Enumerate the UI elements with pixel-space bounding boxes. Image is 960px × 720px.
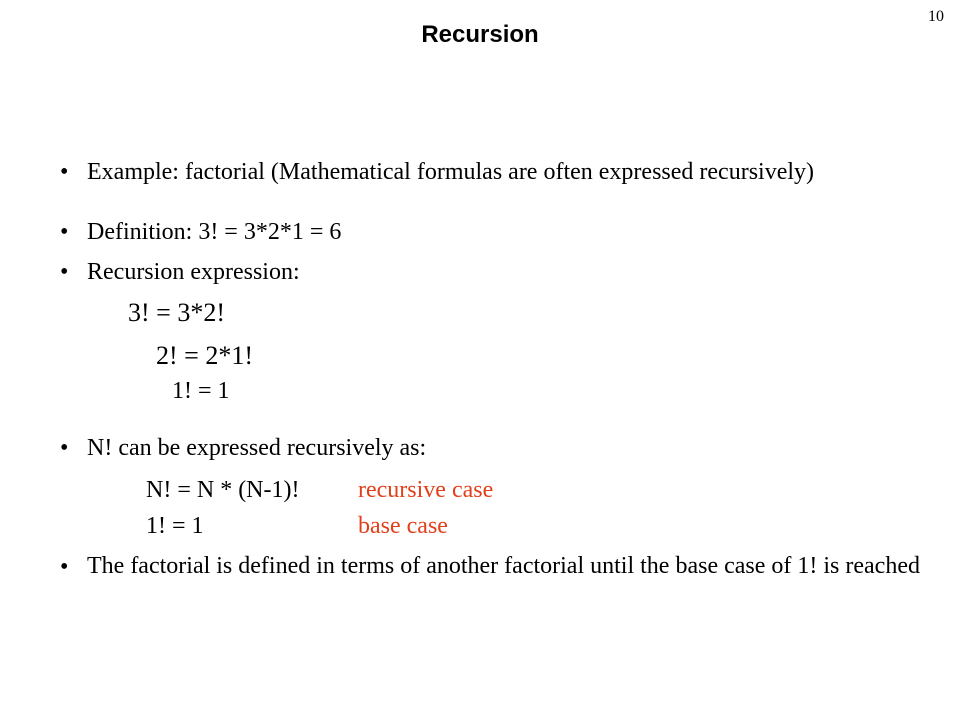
formula-base-expression: 1! = 1 [146, 513, 204, 539]
formula-recursive-expression: N! = N * (N-1)! [146, 477, 300, 503]
bullet-marker: • [60, 259, 69, 285]
page-number: 10 [928, 8, 944, 25]
expansion-line-2: 2! = 2*1! [156, 341, 253, 370]
formula-recursive-label: recursive case [358, 477, 494, 503]
bullet-n-factorial: N! can be expressed recursively as: [87, 435, 427, 461]
bullet-conclusion: The factorial is defined in terms of another factorial until the base case of 1! is reached [87, 553, 920, 579]
bullet-marker: • [60, 435, 69, 461]
bullet-definition: Definition: 3! = 3*2*1 = 6 [87, 219, 342, 245]
bullet-recursion-expression: Recursion expression: [87, 259, 300, 285]
slide-title: Recursion [421, 21, 539, 48]
bullet-marker: • [60, 159, 69, 185]
bullet-example: Example: factorial (Mathematical formulas are often expressed recursively) [87, 159, 815, 185]
bullet-marker: • [60, 554, 69, 580]
expansion-line-1: 3! = 3*2! [128, 298, 225, 327]
formula-base-label: base case [358, 513, 448, 539]
expansion-line-3: 1! = 1 [172, 378, 230, 404]
bullet-marker: • [60, 219, 69, 245]
